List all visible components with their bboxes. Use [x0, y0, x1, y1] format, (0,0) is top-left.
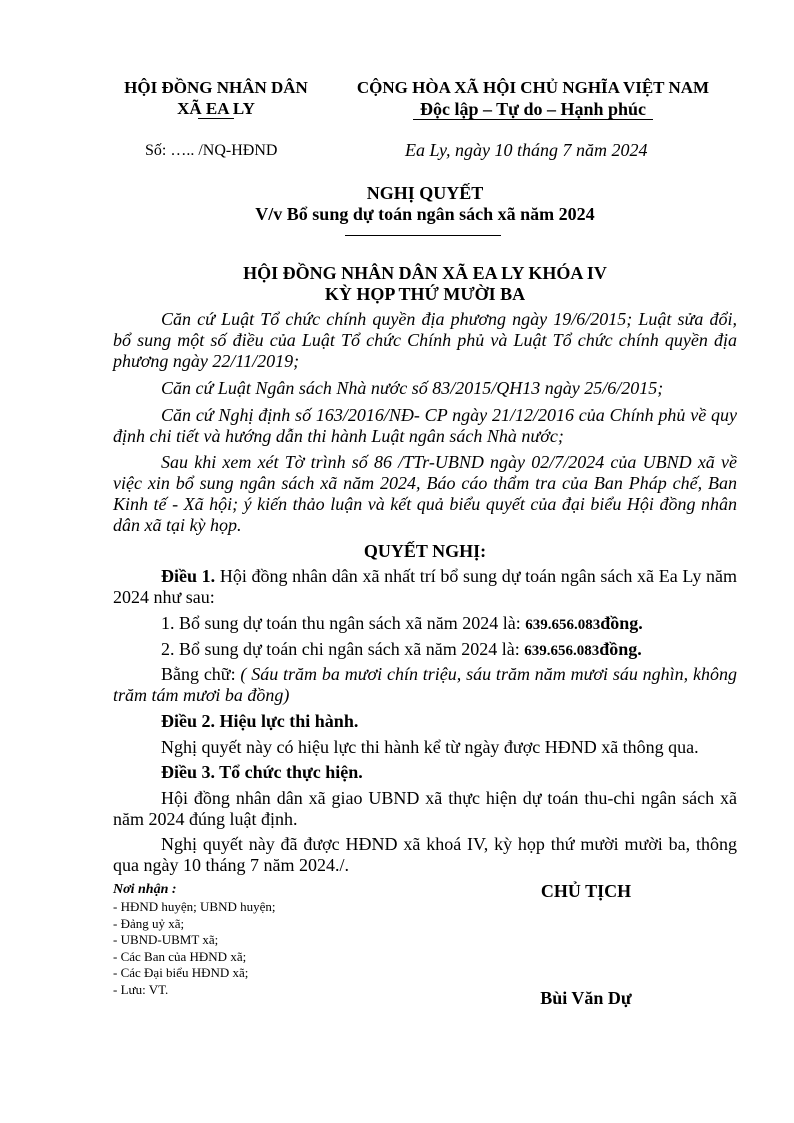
article-1-text: Hội đồng nhân dân xã nhất trí bổ sung dự toán ngân sách xã Ea Ly năm 2024 như sau:	[113, 566, 738, 607]
income-amount: 639.656.083	[525, 617, 601, 633]
doc-type: NGHỊ QUYẾT	[366, 183, 484, 203]
doc-title	[113, 183, 737, 225]
recipients-list	[113, 899, 275, 998]
recipient-item: - Các Đại biểu HĐND xã;	[113, 965, 249, 980]
preamble-2: Căn cứ Luật Ngân sách Nhà nước số 83/2015/QH13 ngày 25/6/2015;	[161, 378, 664, 398]
article-2-heading: Điều 2. Hiệu lực thi hành.	[161, 711, 359, 731]
signer-name: Bùi Văn Dự	[540, 988, 632, 1008]
preamble-3: Căn cứ Nghị định số 163/2016/NĐ- CP ngày 21/12/2016 của Chính phủ về quy định chi tiết và hướng dẫn thi hành Luật ngân sách Nhà nước;	[113, 405, 737, 446]
title-underline	[345, 235, 501, 236]
national-motto	[340, 77, 726, 120]
preamble-4: Sau khi xem xét Tờ trình số 86 /TTr-UBND ngày 02/7/2024 của UBND xã về việc xin bổ sung ngân sách xã năm 2024, Báo cáo thẩm tra của Ban Pháp chế, Ban Kinh tế - Xã hội; ý kiến thảo luận và kết quả biểu quyết của đại biểu Hội đồng nhân dân xã tại kỳ họp.	[113, 452, 737, 535]
council-heading	[113, 263, 737, 305]
closing-paragraph: Nghị quyết này đã được HĐND xã khoá IV, kỳ họp thứ mười mười ba, thông qua ngày 10 tháng 7 năm 2024./.	[113, 834, 737, 875]
recipient-item: - Đảng uỷ xã;	[113, 915, 185, 931]
recipient-item: - UBND-UBMT xã;	[113, 932, 219, 947]
article-3-heading: Điều 3. Tổ chức thực hiện.	[161, 762, 363, 782]
issuer-underline	[198, 118, 234, 119]
recipient-item: - Các Ban của HĐND xã;	[113, 948, 247, 964]
issuer-line2: XÃ EA LY	[177, 99, 255, 118]
motto-underline	[413, 119, 653, 120]
article-3-text: Hội đồng nhân dân xã giao UBND xã thực hiện dự toán thu-chi ngân sách xã năm 2024 đúng luật định.	[113, 788, 737, 829]
doc-number: Số: ….. /NQ-HĐND	[145, 142, 278, 159]
article-2-text: Nghị quyết này có hiệu lực thi hành kể từ ngày được HĐND xã thông qua.	[161, 737, 699, 757]
signer-title: CHỦ TỊCH	[540, 881, 632, 901]
issuer-line1: HỘI ĐỒNG NHÂN DÂN	[124, 78, 308, 97]
national-name: CỘNG HÒA XÃ HỘI CHỦ NGHĨA VIỆT NAM	[356, 78, 710, 97]
article-1-item-1: 1. Bổ sung dự toán thu ngân sách xã năm 2024 là: 639.656.083đồng.	[161, 613, 643, 633]
recipient-item: - HĐND huyện; UBND huyện;	[113, 899, 276, 914]
article-1-item-2: 2. Bổ sung dự toán chi ngân sách xã năm 2024 là: 639.656.083đồng.	[161, 639, 642, 659]
issuer-name	[110, 77, 322, 119]
recipients-heading: Nơi nhận :	[113, 882, 177, 897]
preamble-1: Căn cứ Luật Tổ chức chính quyền địa phương ngày 19/6/2015; Luật sửa đổi, bổ sung một số điều của Luật Tổ chức Chính phủ và Luật Tổ chức chính quyền địa phương ngày 22/11/2019;	[113, 309, 737, 371]
doc-subject: V/v Bổ sung dự toán ngân sách xã năm 2024	[255, 204, 595, 224]
place-date: Ea Ly, ngày 10 tháng 7 năm 2024	[405, 140, 648, 160]
council-line2: KỲ HỌP THỨ MƯỜI BA	[324, 284, 526, 304]
resolve-heading: QUYẾT NGHỊ:	[363, 541, 487, 561]
article-1	[113, 566, 737, 608]
council-line1: HỘI ĐỒNG NHÂN DÂN XÃ EA LY KHÓA IV	[243, 263, 607, 283]
motto: Độc lập – Tự do – Hạnh phúc	[419, 99, 647, 119]
expense-amount: 639.656.083	[524, 643, 600, 659]
article-1-label: Điều 1.	[161, 566, 216, 586]
recipient-item: - Lưu: VT.	[113, 981, 169, 997]
amount-in-words: Bằng chữ: ( Sáu trăm ba mươi chín triệu, sáu trăm năm mươi sáu nghìn, không trăm tám mươi ba đồng)	[113, 664, 737, 705]
